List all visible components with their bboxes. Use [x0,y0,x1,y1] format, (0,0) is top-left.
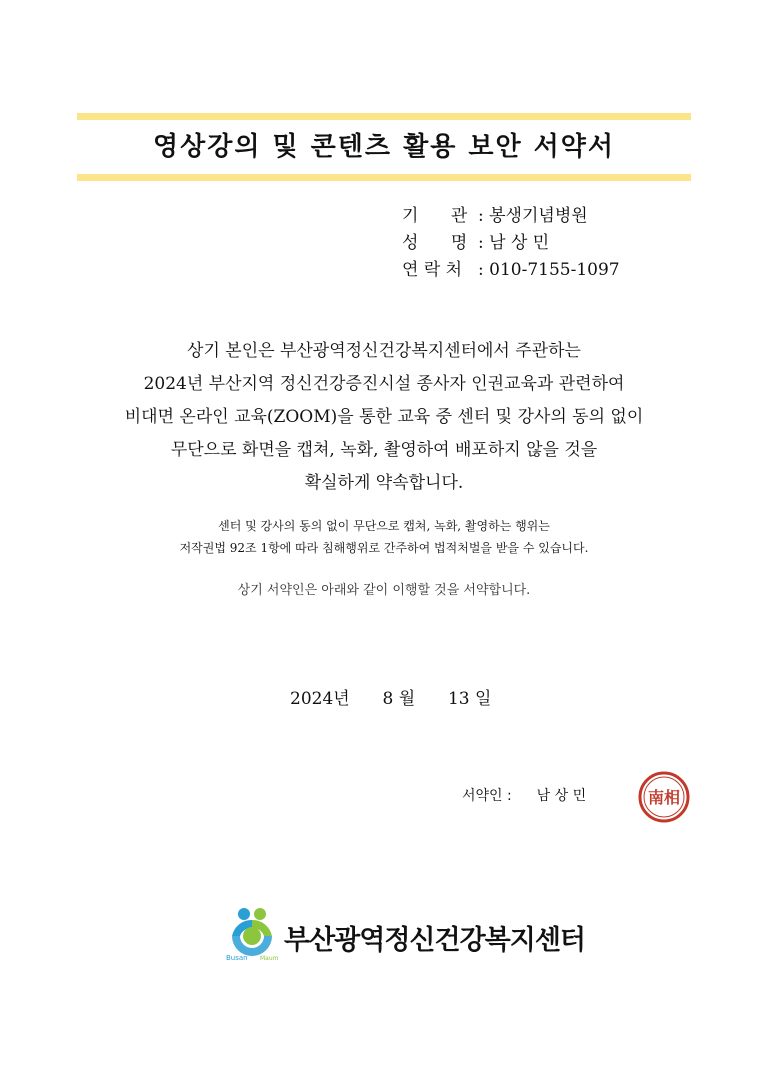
body-line: 비대면 온라인 교육(ZOOM)을 통한 교육 중 센터 및 강사의 동의 없이 [124,407,644,427]
red-seal-stamp [637,770,691,824]
info-row-contact [402,257,620,284]
date-day: 13 일 [447,689,492,709]
seal-text: 南相 [647,788,681,807]
date-month: 8 월 [382,689,416,709]
body-line: 확실하게 약속합니다. [304,473,464,493]
center-name: 부산광역정신건강복지센터 [284,925,585,956]
notice-line: 저작권법 92조 1항에 따라 침해행위로 간주하여 법적처벌을 받을 수 있습니다. [179,541,589,555]
signer-label: 서약인 : [462,788,512,804]
legal-notice [77,515,691,559]
info-value: : 남 상 민 [478,233,550,253]
logo-tagline-left: Busan [226,954,248,962]
date-year: 2024년 [290,689,350,709]
info-label: 성 명 [402,233,468,253]
info-label: 연 락 처 [402,260,463,280]
body-line: 무단으로 화면을 캡쳐, 녹화, 촬영하여 배포하지 않을 것을 [170,440,598,460]
center-logo [224,906,585,966]
body-line: 2024년 부산지역 정신건강증진시설 종사자 인권교육과 관련하여 [143,374,625,394]
document-title: 영상강의 및 콘텐츠 활용 보안 서약서 [153,132,615,162]
info-row-name [402,230,620,257]
body-line: 상기 본인은 부산광역정신건강복지센터에서 주관하는 [187,341,581,361]
signing-date [290,684,491,709]
title-bottom-band [77,174,691,181]
info-value: : 010-7155-1097 [478,260,620,280]
signer-name: 남 상 민 [536,788,587,804]
info-value: : 봉생기념병원 [478,206,588,226]
title-top-band [77,113,691,120]
signer-line [462,785,586,805]
info-block [402,203,620,284]
logo-tagline-right: Maum [260,955,279,962]
info-label: 기 관 [402,206,468,226]
pledge-statement: 상기 서약인은 아래와 같이 이행할 것을 서약합니다. [237,583,531,598]
pledge-body [77,335,691,500]
info-row-institution [402,203,620,230]
notice-line: 센터 및 강사의 동의 없이 무단으로 캡쳐, 녹화, 촬영하는 행위는 [218,519,550,533]
center-logo-icon [224,906,280,962]
